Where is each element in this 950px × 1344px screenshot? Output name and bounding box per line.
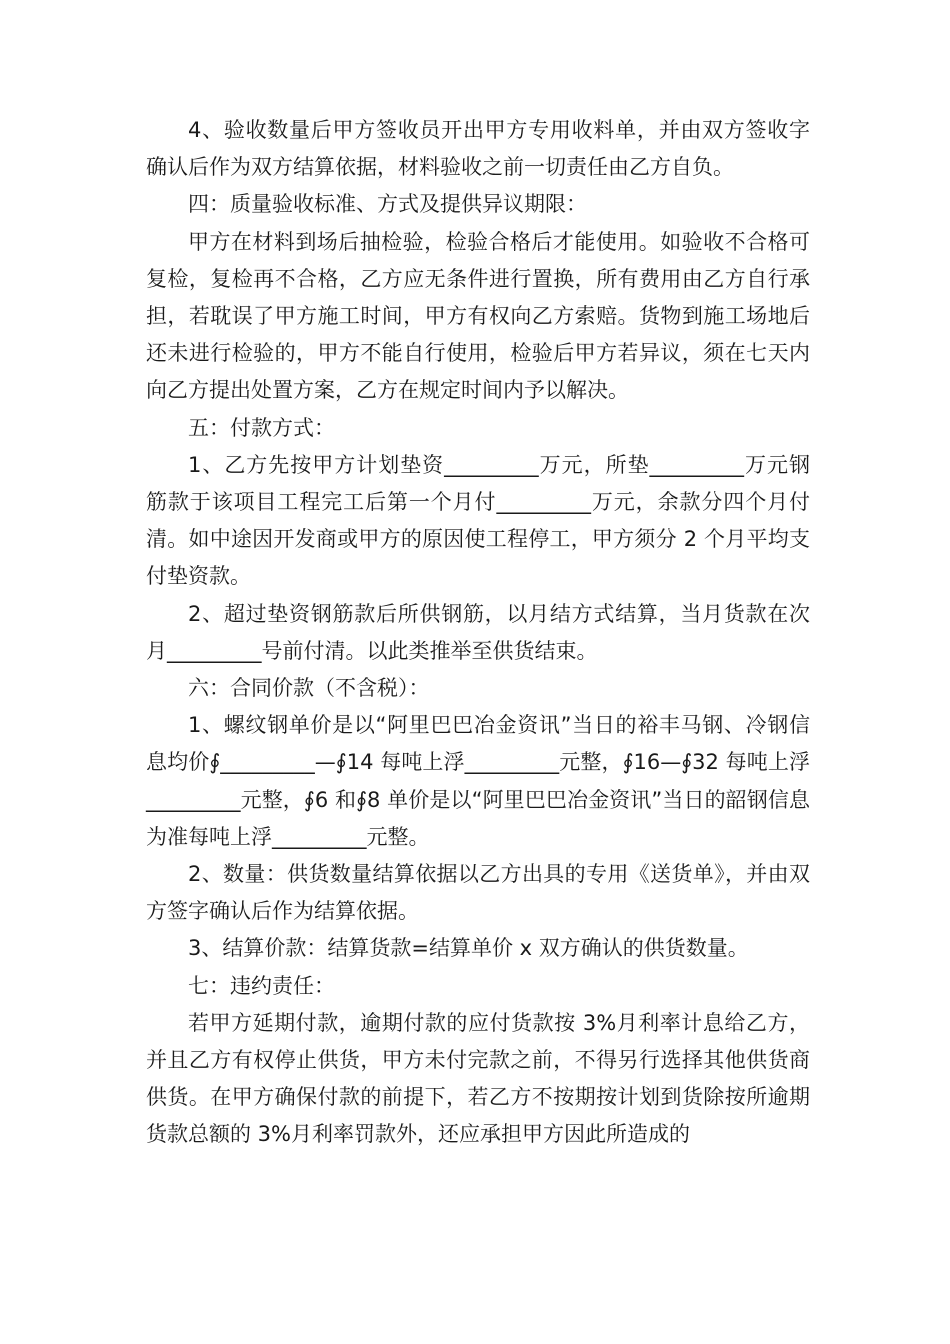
- section-heading-payment: 五：付款方式：: [188, 415, 335, 440]
- clause-price-2: 2、数量：供货数量结算依据以乙方出具的专用《送货单》，并由双方签字确认后作为结算依据。: [146, 862, 810, 924]
- clause-4-acceptance: 4、验收数量后甲方签收员开出甲方专用收料单，并由双方签收字确认后作为双方结算依据，材料验收之前一切责任由乙方自负。: [146, 118, 810, 180]
- document-body: [146, 112, 810, 1154]
- section-heading-price: 六：合同价款（不含税）：: [188, 676, 430, 701]
- section-heading-quality: 四：质量验收标准、方式及提供异议期限：: [188, 192, 587, 217]
- section-heading-liability: 七：违约责任：: [188, 973, 335, 998]
- clause-liability: 若甲方延期付款，逾期付款的应付货款按 3%月利率计息给乙方，并且乙方有权停止供货，甲方未付完款之前，不得另行选择其他供货商供货。在甲方确保付款的前提下，若乙方不按期按计划到货除按所逾期货款总额的 3%月利率罚款外，还应承担甲方因此所造成的: [146, 1010, 810, 1147]
- clause-price-1: 1、螺纹钢单价是以“阿里巴巴冶金资讯”当日的裕丰马钢、冷钢信息均价∮_________—∮14 每吨上浮_________元整，∮16—∮32 每吨上浮_________元整，∮6 和∮8 单价是以“阿里巴巴冶金资讯”当日的韶钢信息为准每吨上浮_________元整。: [146, 713, 810, 849]
- clause-quality-inspection: 甲方在材料到场后抽检验，检验合格后才能使用。如验收不合格可复检，复检再不合格，乙方应无条件进行置换，所有费用由乙方自行承担，若耽误了甲方施工时间，甲方有权向乙方索赔。货物到施工场地后还未进行检验的，甲方不能自行使用，检验后甲方若异议，须在七天内向乙方提出处置方案，乙方在规定时间内予以解决。: [146, 229, 810, 403]
- clause-payment-2: 2、超过垫资钢筋款后所供钢筋，以月结方式结算，当月货款在次月_________号前付清。以此类推举至供货结束。: [146, 601, 810, 663]
- clause-price-3: 3、结算价款：结算货款=结算单价 x 双方确认的供货数量。: [188, 936, 749, 961]
- clause-payment-1: 1、乙方先按甲方计划垫资_________万元，所垫_________万元钢筋款于该项目工程完工后第一个月付_________万元，余款分四个月付清。如中途因开发商或甲方的原因使工程停工，甲方须分 2 个月平均支付垫资款。: [146, 452, 810, 589]
